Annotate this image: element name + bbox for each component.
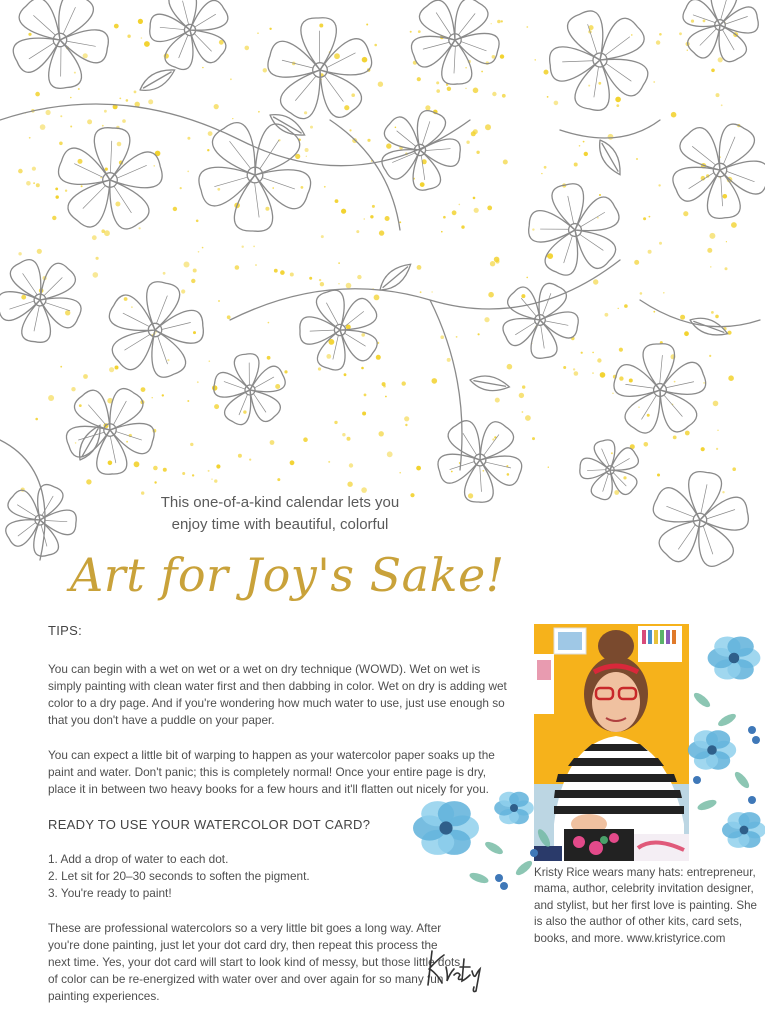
step-3: 3. You're ready to paint! [48,886,172,900]
dot-card-heading: READY TO USE YOUR WATERCOLOR DOT CARD? [48,817,371,832]
headline: Art for Joy's Sake! [70,548,505,602]
step-1: 1. Add a drop of water to each dot. [48,852,229,866]
blue-flowers-right [682,630,765,860]
intro-line-1: This one-of-a-kind calendar lets you [160,494,400,511]
tips-heading: TIPS: [48,623,83,638]
closing-paragraph: These are professional watercolors so a very little bit goes a long way. After you're done painting, just let your dot card dry, then repeat this process the next time. Yes, your dot card will start to look kind of messy, but those little dots of color can be re-energized with water over and over again for so many fun painting experiences. [48,921,461,1003]
tips-paragraph-1: You can begin with a wet on wet or a wet on dry technique (WOWD). Wet on wet is simply painting with clean water first and then dabbing in color. Wet on dry is adding wet color to a dry page. And if you're wondering how much water to use, just use enough so that you don't have a puddle on your paper. [48,662,507,727]
tips-paragraph-2: You can expect a little bit of warping to happen as your watercolor paper soaks up the paint and water. Don't panic; this is completely normal! Once your entire page is dry, place it in between two heavy books for a few hours and it'll flatten out nicely for you. [48,748,495,796]
intro-text [0,492,560,536]
intro-line-2: enjoy time with beautiful, colorful [171,516,389,533]
yellow-splatter [18,19,740,500]
step-2: 2. Let sit for 20–30 seconds to soften the pigment. [48,869,310,883]
author-bio: Kristy Rice wears many hats: entrepreneur, mama, author, celebrity invitation designer, and stylist, but her first love is painting. She is also the author of other kits, card sets, books, and more. www.kristyrice.com [534,866,757,945]
signature-logo [420,945,490,995]
